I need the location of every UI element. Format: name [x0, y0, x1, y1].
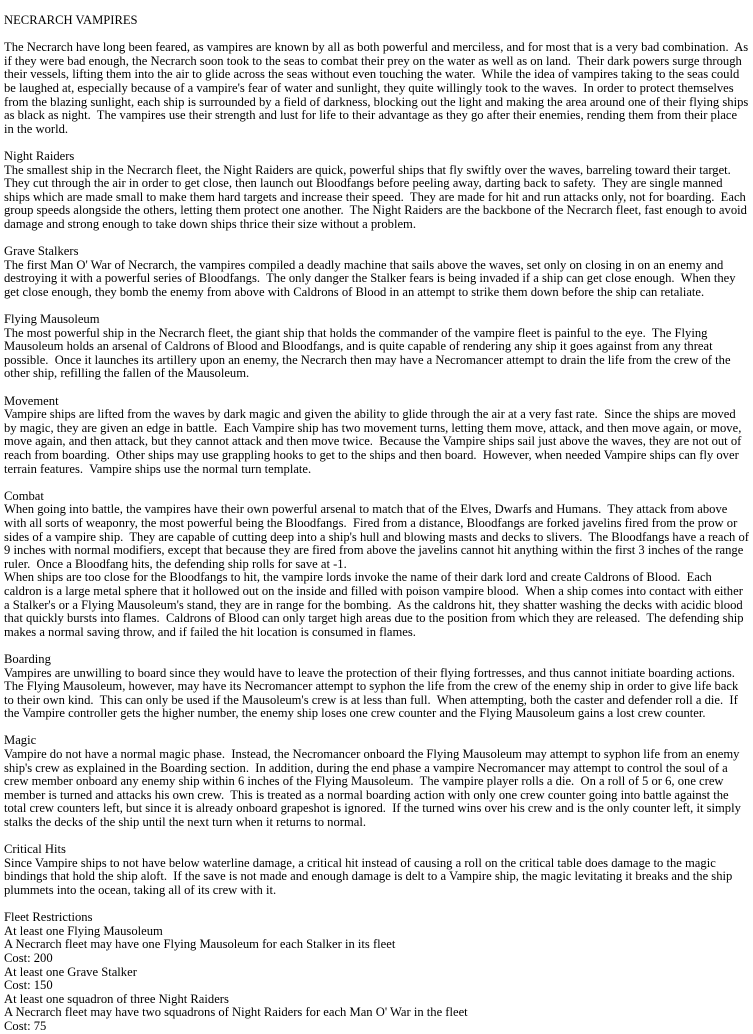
paragraph: Vampire ships are lifted from the waves by dark magic and given the ability to glide through the air at a very fast rate. Since the ships are moved by magic, they are given an edge in battle. Each Vampire ship has two movement turns, letting them move, attack, and then move again, or move, move again, and then attack, but they cannot attack and then move twice. Because the Vampire ships sail just above the waves, they are not out of reach from boarding. Other ships may use grappling hooks to get to the ships and then board. However, when needed Vampire ships can fly over terrain features. Vampire ships use the normal turn template.	[4, 407, 745, 476]
paragraph: Since Vampire ships to not have below waterline damage, a critical hit instead of causing a roll on the critical table does damage to the magic bindings that hold the ship aloft. If the save is not made and enough damage is delt to a Vampire ship, the magic levitating it breaks and the ship plummets into the ocean, taking all of its crew with it.	[4, 855, 736, 897]
restriction-line: Cost: 200	[4, 950, 53, 965]
section-heading: Magic	[4, 733, 37, 748]
section-combat	[4, 488, 753, 640]
section-heading: Grave Stalkers	[4, 244, 79, 259]
section-magic	[4, 734, 749, 829]
restriction-line: A Necrarch fleet may have two squadrons of Night Raiders for each Man O' War in the fleet	[4, 1005, 468, 1020]
section-critical-hits	[4, 843, 749, 897]
paragraph: Vampires are unwilling to board since they would have to leave the protection of their flying fortresses, and thus cannot initiate boarding actions. The Flying Mausoleum, however, may have its Necromancer attempt to syphon the life from the crew of the enemy ship in order to give life back to their own kind. This can only be used if the Mausoleum's crew is at less than full. When attempting, both the caster and defender roll a die. If the Vampire controller gets the higher number, the enemy ship loses one crew counter and the Flying Mausoleum gains a lost crew counter.	[4, 665, 742, 721]
section-grave-stalkers	[4, 245, 749, 299]
section-heading: Flying Mausoleum	[4, 312, 100, 327]
restriction-line: Cost: 75	[4, 1018, 47, 1033]
section-boarding	[4, 653, 749, 721]
restriction-line: Cost: 150	[4, 978, 53, 993]
section-heading: Critical Hits	[4, 842, 66, 857]
paragraph: The most powerful ship in the Necrarch fleet, the giant ship that holds the commander of the vampire fleet is painful to the eye. The Flying Mausoleum holds an arsenal of Caldrons of Blood and Bloodfangs, and is quite capable of rendering any ship it goes against from any threat possible. Once it launches its artillery upon an enemy, the Necrarch then may have a Necromancer attempt to drain the life from the crew of the other ship, refilling the fallen of the Mausoleum.	[4, 325, 734, 381]
section-movement	[4, 395, 749, 477]
section-heading: Combat	[4, 488, 44, 503]
section-heading: Night Raiders	[4, 148, 75, 163]
paragraph: The first Man O' War of Necrarch, the vampires compiled a deadly machine that sails above the waves, set only on closing in on an enemy and destroying it with a powerful series of Bloodfangs. The only danger the Stalker fears is being invaded if a ship can get close enough. When they get close enough, they bomb the enemy from above with Caldrons of Blood in an attempt to strike them down before the ship can retaliate.	[4, 257, 739, 299]
paragraph: When going into battle, the vampires have their own powerful arsenal to match that of the Elves, Dwarfs and Humans. They attack from above with all sorts of weaponry, the most powerful being the Bloodfangs. Fired from a distance, Bloodfangs are forked javelins fired from the prow or sides of a vampire ship. They are capable of cutting deep into a ship's hull and blowing masts and decks to slivers. The Bloodfangs have a reach of 9 inches with normal modifiers, except that because they are fired from above the javelins cannot hit anything within the first 3 inches of the range ruler. Once a Bloodfang hits, the defending ship rolls for save at -1.	[4, 502, 753, 571]
intro-section	[4, 40, 752, 136]
intro-paragraph: The Necrarch have long been feared, as vampires are known by all as both powerful and merciless, and for most that is a very bad combination. As if they were bad enough, the Necrarch soon took to the seas to combat their prey on the water as well as on land. Their dark powers surge through their vessels, lifting them into the air to glide across the seas without even touching the water. While the idea of vampires taking to the seas could be laughed at, especially because of a vampire's fear of water and sunlight, they quite willingly took to the waves. In order to protect themselves from the blazing sunlight, each ship is surrounded by a field of darkness, blocking out the light and making the area around one of their flying ships as black as night. The vampires use their strength and lust for life to their advantage as they go after their enemies, rending them from their place in the world.	[4, 40, 752, 136]
restriction-line: At least one Grave Stalker	[4, 964, 137, 979]
section-night-raiders	[4, 150, 749, 232]
restriction-line: At least one squadron of three Night Raiders	[4, 991, 229, 1006]
paragraph: When ships are too close for the Bloodfangs to hit, the vampire lords invoke the name of their dark lord and create Caldrons of Blood. Each caldron is a large metal sphere that it hollowed out on the inside and filled with poison vampire blood. When a ship comes into contact with either a Stalker's or a Flying Mausoleum's stand, they are in range for the bombing. As the caldrons hit, they shatter washing the decks with acidic blood that quickly bursts into flames. Caldrons of Blood can only target high areas due to the position from which they are released. The defending ship makes a normal saving throw, and if failed the hit location is consumed in flames.	[4, 570, 747, 639]
paragraph: Vampire do not have a normal magic phase. Instead, the Necromancer onboard the Flying Mausoleum may attempt to syphon life from an enemy ship's crew as explained in the Boarding section. In addition, during the end phase a vampire Necromancer may attempt to control the soul of a crew member onboard any enemy ship within 6 inches of the Flying Mausoleum. The vampire player rolls a die. On a roll of 5 or 6, one crew member is turned and attacks his own crew. This is treated as a normal boarding action with only one crew counter going into battle against the total crew counters left, but since it is already onboard grapeshot is ignored. If the turned wins over his crew and is the only counter left, it simply stalks the decks of the ship until the next turn when it returns to normal.	[4, 747, 745, 830]
restriction-line: At least one Flying Mausoleum	[4, 923, 163, 938]
section-fleet-restrictions	[4, 911, 749, 1033]
restriction-line: A Necrarch fleet may have one Flying Mausoleum for each Stalker in its fleet	[4, 937, 396, 952]
section-flying-mausoleum	[4, 313, 749, 381]
paragraph: The smallest ship in the Necrarch fleet, the Night Raiders are quick, powerful ships that fly swiftly over the waves, barreling toward their target. They cut through the air in order to get close, then launch out Bloodfangs before peeling away, darting back to safety. They are single manned ships which are made small to make them hard targets and increase their speed. They are made for hit and run attacks only, not for boarding. Each group speeds alongside the others, letting them protect one another. The Night Raiders are the backbone of the Necrarch fleet, fast enough to avoid damage and strong enough to take down ships thrice their size without a problem.	[4, 162, 751, 231]
page-title: NECRARCH VAMPIRES	[4, 13, 138, 27]
section-heading: Boarding	[4, 651, 51, 666]
section-heading: Fleet Restrictions	[4, 910, 93, 925]
section-heading: Movement	[4, 393, 59, 408]
